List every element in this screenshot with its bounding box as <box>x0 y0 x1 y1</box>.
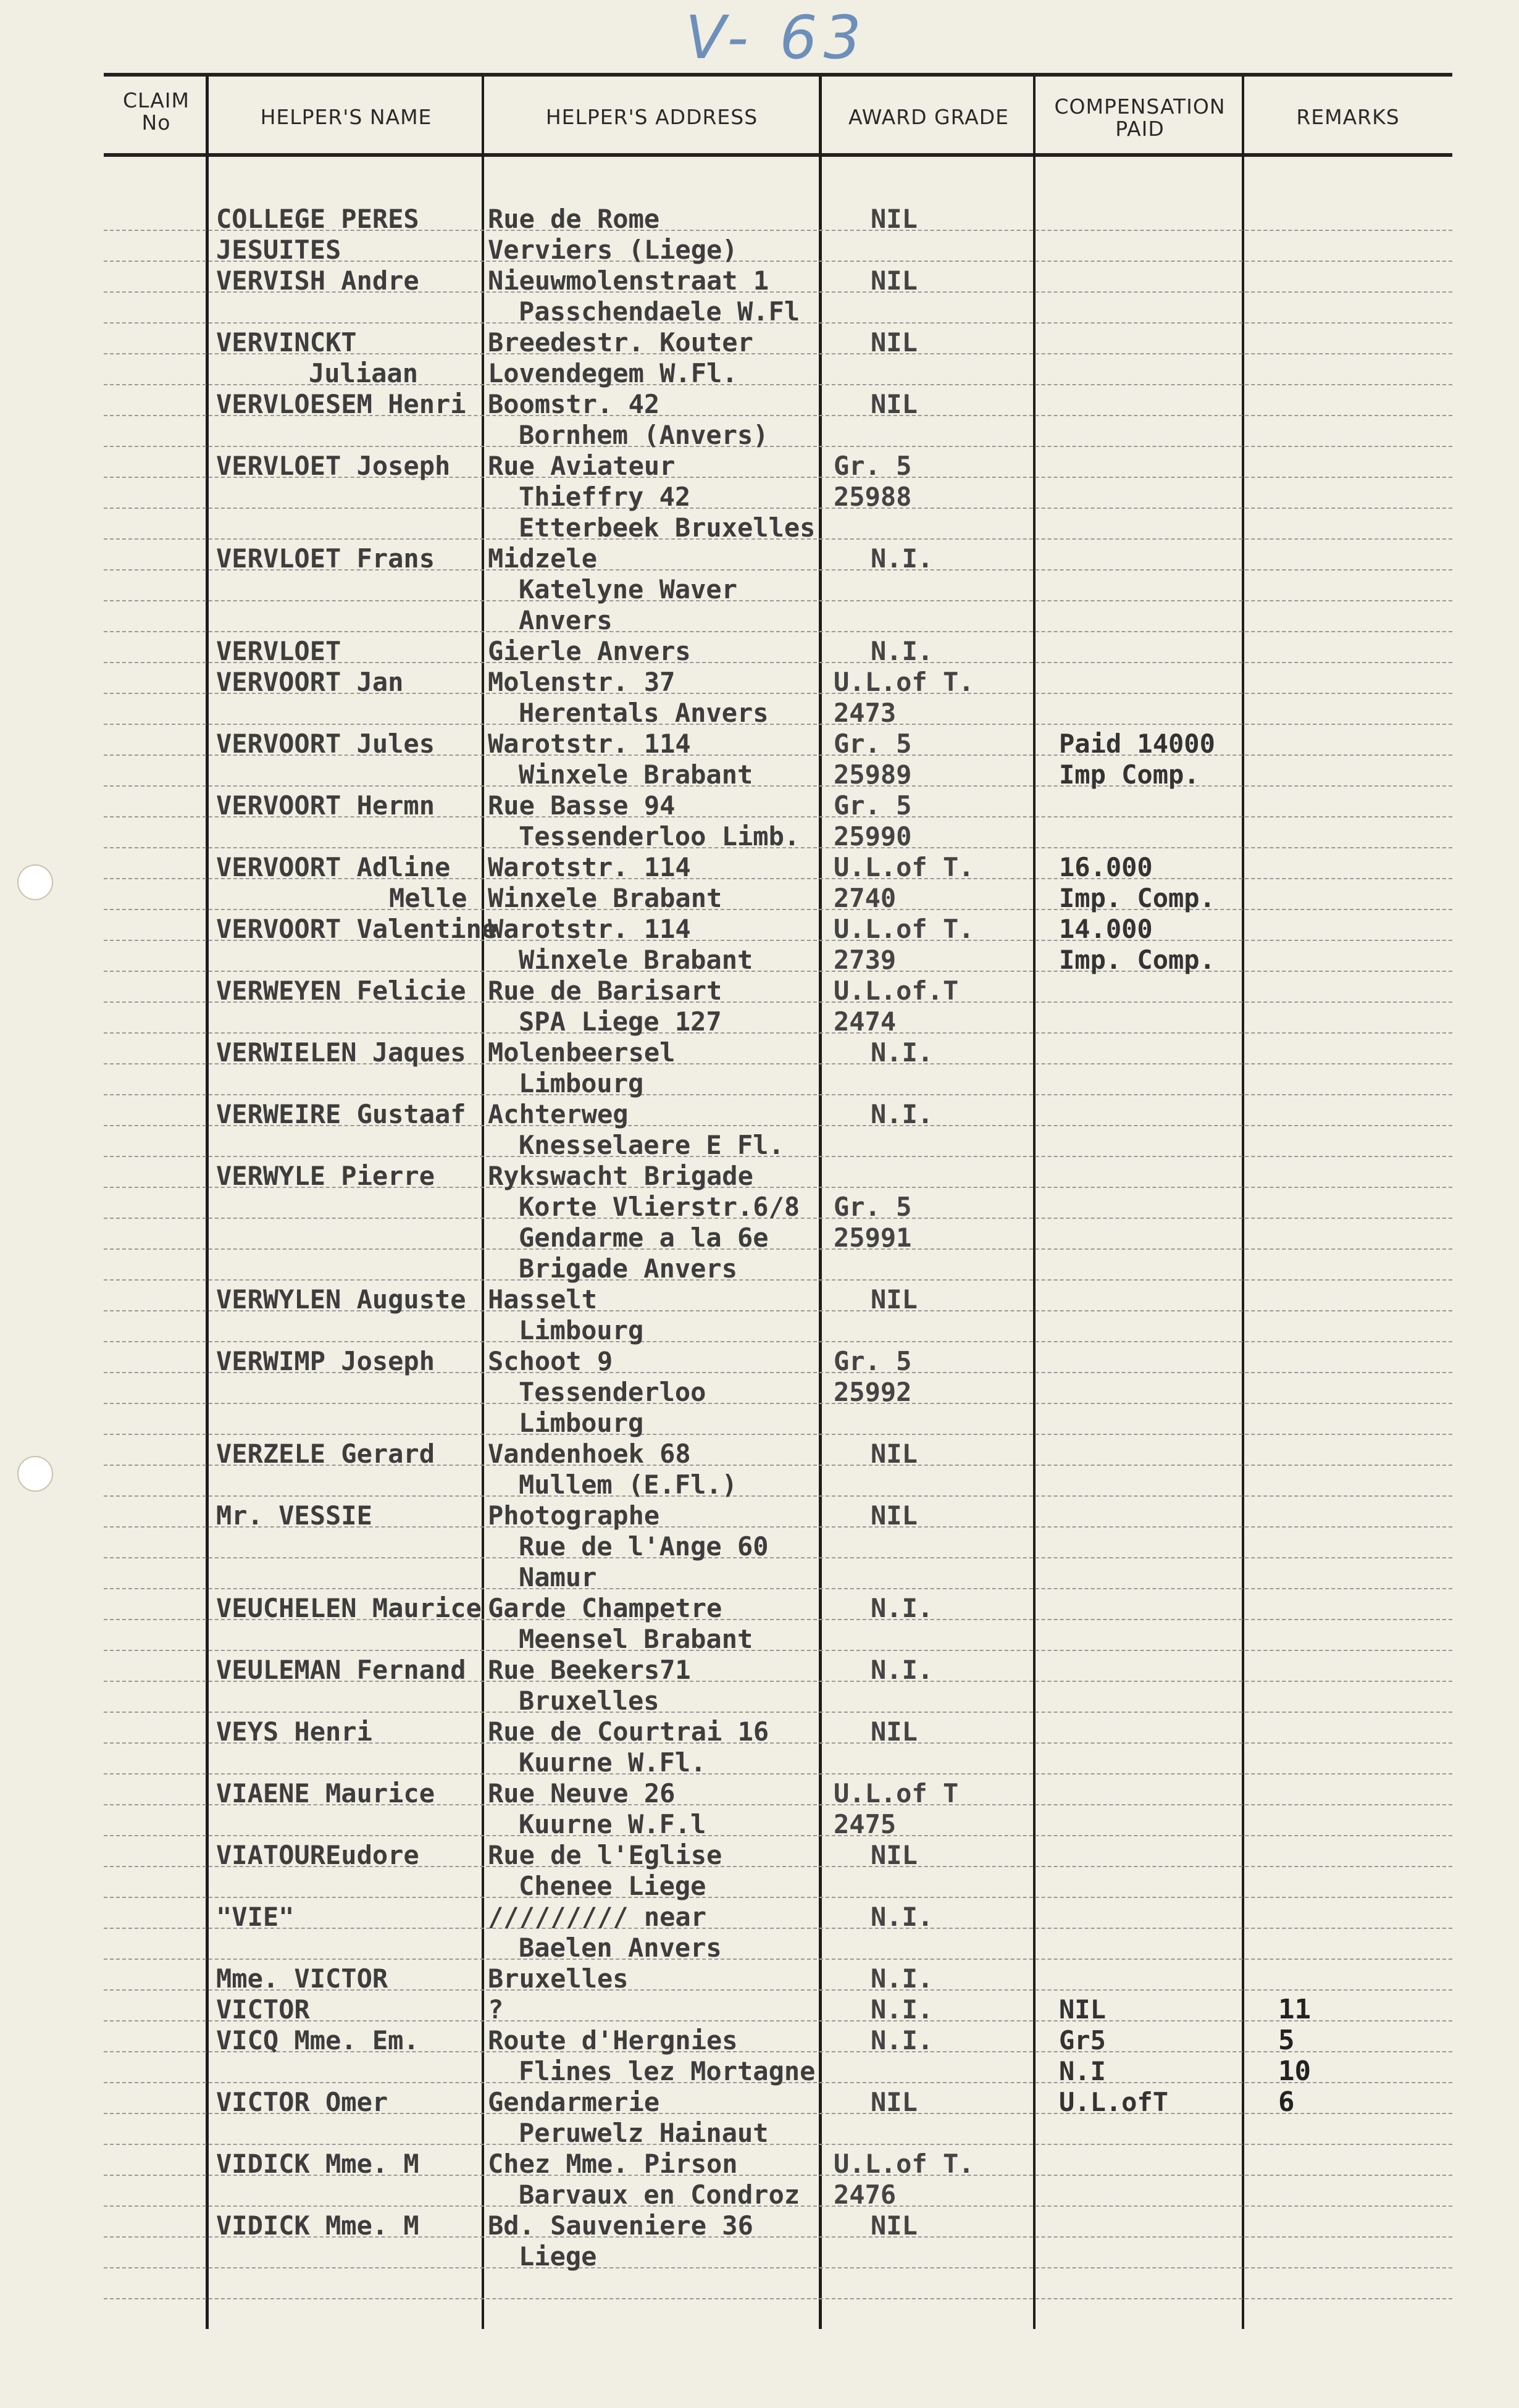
cell-address: Rue de l'Eglise <box>488 1840 722 1870</box>
cell-address: Gendarme a la 6e <box>519 1223 769 1253</box>
cell-address: Breedestr. Kouter <box>488 327 753 357</box>
cell-address: Chenee Liege <box>519 1871 706 1901</box>
cell-remarks: 6 <box>1278 2086 1295 2118</box>
cell-address: Winxele Brabant <box>519 945 753 975</box>
header-award-grade: AWARD GRADE <box>848 105 1009 129</box>
ruled-line <box>104 2144 1452 2145</box>
cell-address: Warotstr. 114 <box>488 852 691 882</box>
cell-address: Passchendaele W.Fl <box>519 296 800 327</box>
cell-name: VERZELE Gerard <box>216 1439 435 1469</box>
cell-name: COLLEGE PERES <box>216 204 419 234</box>
cell-award: 2476 <box>834 2180 897 2210</box>
cell-award: N.I. <box>871 636 934 666</box>
cell-address: Molenstr. 37 <box>488 667 676 697</box>
cell-address: Limbourg <box>519 1315 644 1345</box>
cell-award: NIL <box>871 1840 918 1870</box>
ruled-line <box>104 384 1452 385</box>
cell-address: Tessenderloo Limb. <box>519 821 800 851</box>
ruled-line <box>104 909 1452 910</box>
cell-name: VERVLOET <box>216 636 341 666</box>
cell-name: VERVOORT Jules <box>216 729 435 759</box>
cell-address: Molenbeersel <box>488 1037 676 1068</box>
header-compensation-label: COMPENSATION <box>1054 94 1226 119</box>
cell-address: Rue de Courtrai 16 <box>488 1716 769 1747</box>
cell-award: Gr. 5 <box>834 1346 912 1376</box>
cell-address: Barvaux en Condroz <box>519 2180 800 2210</box>
ruled-line <box>104 1557 1452 1558</box>
cell-address: Lovendegem W.Fl. <box>488 358 738 388</box>
cell-name: VIDICK Mme. M <box>216 2210 419 2241</box>
cell-award: N.I. <box>871 2025 934 2055</box>
cell-name: VERWYLEN Auguste <box>216 1284 466 1315</box>
cell-address: Winxele Brabant <box>519 759 753 790</box>
cell-name: VERWYLE Pierre <box>216 1161 435 1191</box>
ruled-line <box>104 1773 1452 1775</box>
cell-award: U.L.of T. <box>834 914 974 944</box>
cell-name: VERVLOESEM Henri <box>216 389 466 419</box>
cell-award: Gr. 5 <box>834 729 912 759</box>
cell-address: Route d'Hergnies <box>488 2025 738 2055</box>
cell-name: Mme. VICTOR <box>216 1963 388 1994</box>
cell-comp: 14.000 <box>1059 914 1153 944</box>
cell-award: Gr. 5 <box>834 1192 912 1222</box>
ruled-line <box>104 1434 1452 1435</box>
cell-name: VIATOUREudore <box>216 1840 419 1870</box>
header-helper-address: HELPER'S ADDRESS <box>545 105 758 129</box>
header-remarks: REMARKS <box>1296 105 1400 129</box>
ruled-line <box>104 1403 1452 1404</box>
cell-remarks: 10 <box>1278 2055 1311 2087</box>
cell-address: Brigade Anvers <box>519 1253 738 1284</box>
cell-address: Garde Champetre <box>488 1593 722 1623</box>
cell-address: Rue Basse 94 <box>488 790 676 821</box>
cell-address: Flines lez Mortagne <box>519 2056 816 2086</box>
cell-comp: 16.000 <box>1059 852 1153 882</box>
ruled-line <box>104 1588 1452 1589</box>
cell-address: Kuurne W.Fl. <box>519 1747 706 1778</box>
cell-address: Tessenderloo <box>519 1377 706 1407</box>
cell-address: Midzele <box>488 543 598 574</box>
cell-address: Rue Neuve 26 <box>488 1778 676 1808</box>
cell-comp: Imp Comp. <box>1059 759 1200 790</box>
cell-address: Schoot 9 <box>488 1346 613 1376</box>
cell-name: JESUITES <box>216 235 341 265</box>
cell-award: 2739 <box>834 945 897 975</box>
cell-award: NIL <box>871 327 918 357</box>
cell-award: NIL <box>871 265 918 296</box>
cell-address: Anvers <box>519 605 613 635</box>
cell-address: Boomstr. 42 <box>488 389 660 419</box>
ruled-line <box>104 1495 1452 1497</box>
header-claim-label: CLAIM <box>123 88 190 112</box>
cell-name: VERWIELEN Jaques <box>216 1037 466 1068</box>
cell-address: SPA Liege 127 <box>519 1006 722 1037</box>
cell-award: 2474 <box>834 1006 897 1037</box>
header-bottom-rule <box>104 153 1452 157</box>
cell-address: Gendarmerie <box>488 2087 660 2117</box>
cell-award: 25990 <box>834 821 912 851</box>
cell-address: ? <box>488 1994 504 2025</box>
cell-award: 25988 <box>834 482 912 512</box>
cell-address: Korte Vlierstr.6/8 <box>519 1192 800 1222</box>
cell-address: Chez Mme. Pirson <box>488 2149 738 2179</box>
cell-address: Katelyne Waver <box>519 574 738 604</box>
cell-address: Peruwelz Hainaut <box>519 2118 769 2148</box>
cell-name: VIDICK Mme. M <box>216 2149 419 2179</box>
cell-address: Rykswacht Brigade <box>488 1161 753 1191</box>
cell-award: U.L.of T. <box>834 667 974 697</box>
cell-award: N.I. <box>871 1593 934 1623</box>
cell-name: VERVLOET Joseph <box>216 451 451 481</box>
cell-award: 2475 <box>834 1809 897 1839</box>
cell-award: N.I. <box>871 1963 934 1994</box>
cell-address: Bruxelles <box>519 1686 659 1716</box>
cell-award: NIL <box>871 204 918 234</box>
cell-address: Liege <box>519 2241 597 2272</box>
cell-award: NIL <box>871 389 918 419</box>
cell-name: VERVLOET Frans <box>216 543 435 574</box>
cell-award: NIL <box>871 1284 918 1315</box>
cell-address: Achterweg <box>488 1099 629 1129</box>
cell-name: VEULEMAN Fernand <box>216 1655 466 1685</box>
cell-name: VERWEIRE Gustaaf <box>216 1099 466 1129</box>
cell-comp: NIL <box>1059 1994 1106 2025</box>
cell-address: Knesselaere E Fl. <box>519 1130 784 1160</box>
cell-award: 25989 <box>834 759 912 790</box>
cell-address: Warotstr. 114 <box>488 914 691 944</box>
cell-award: 2473 <box>834 698 897 728</box>
header-claim-no: No <box>141 111 171 135</box>
cell-name: VERWIMP Joseph <box>216 1346 435 1376</box>
ruled-line <box>104 971 1452 972</box>
cell-comp: Gr5 <box>1059 2025 1106 2055</box>
ruled-line <box>104 508 1452 509</box>
cell-address: ///////// near <box>488 1902 707 1932</box>
ruled-line <box>104 1650 1452 1651</box>
cell-name: VERVISH Andre <box>216 265 419 296</box>
ruled-line <box>104 1712 1452 1713</box>
header-compensation <box>1036 96 1244 141</box>
cell-name: VICTOR <box>216 1994 310 2025</box>
cell-award: 25992 <box>834 1377 912 1407</box>
ruled-line <box>104 724 1452 725</box>
cell-address: Rue de Rome <box>488 204 660 234</box>
cell-name: VERVOORT Hermn <box>216 790 435 821</box>
cell-address: Nieuwmolenstraat 1 <box>488 265 769 296</box>
cell-name: VIAENE Maurice <box>216 1778 435 1808</box>
cell-award: N.I. <box>871 1099 934 1129</box>
cell-address: Namur <box>519 1562 597 1592</box>
cell-award: N.I. <box>871 1994 934 2025</box>
cell-name: Juliaan <box>309 358 419 388</box>
cell-address: Limbourg <box>519 1068 644 1098</box>
cell-award: NIL <box>871 1439 918 1469</box>
cell-name: VEYS Henri <box>216 1716 372 1747</box>
cell-award: N.I. <box>871 1655 934 1685</box>
ruled-line <box>104 1341 1452 1342</box>
ruled-line <box>104 1928 1452 1929</box>
ruled-line <box>104 1032 1452 1034</box>
cell-address: Bruxelles <box>488 1963 629 1994</box>
cell-address: Vandenhoek 68 <box>488 1439 691 1469</box>
ruled-line <box>104 1959 1452 1960</box>
cell-award: U.L.of.T <box>834 976 959 1006</box>
cell-comp: Paid 14000 <box>1059 729 1215 759</box>
punch-hole-bottom <box>17 1456 53 1492</box>
ruled-line <box>104 1897 1452 1898</box>
cell-address: Rue Aviateur <box>488 451 676 481</box>
cell-address: Herentals Anvers <box>519 698 769 728</box>
cell-award: NIL <box>871 1716 918 1747</box>
ruled-line <box>104 600 1452 601</box>
cell-name: VERWEYEN Felicie <box>216 976 466 1006</box>
cell-remarks: 5 <box>1278 2025 1295 2056</box>
cell-award: NIL <box>871 1500 918 1531</box>
cell-award: NIL <box>871 2210 918 2241</box>
cell-name: Mr. VESSIE <box>216 1500 372 1531</box>
cell-award: NIL <box>871 2087 918 2117</box>
cell-address: Meensel Brabant <box>519 1624 753 1654</box>
cell-address: Bd. Sauveniere 36 <box>488 2210 753 2241</box>
cell-address: Photographe <box>488 1500 660 1531</box>
cell-address: Rue Beekers71 <box>488 1655 691 1685</box>
cell-address: Limbourg <box>519 1408 644 1438</box>
header-helper-name: HELPER'S NAME <box>260 105 432 129</box>
ruled-line <box>104 1248 1452 1250</box>
cell-award: U.L.of T. <box>834 852 974 882</box>
cell-name: VICTOR Omer <box>216 2087 388 2117</box>
cell-award: N.I. <box>871 1037 934 1068</box>
cell-name: Melle <box>389 883 467 913</box>
cell-name: VICQ Mme. Em. <box>216 2025 419 2055</box>
cell-address: Winxele Brabant <box>488 883 722 913</box>
cell-address: Rue de l'Ange 60 <box>519 1531 769 1561</box>
cell-award: 25991 <box>834 1223 912 1253</box>
cell-address: Warotstr. 114 <box>488 729 691 759</box>
cell-comp: Imp. Comp. <box>1059 883 1215 913</box>
cell-address: Bornhem (Anvers) <box>519 420 769 450</box>
cell-award: N.I. <box>871 543 934 574</box>
file-reference-note: V- 63 <box>685 3 868 72</box>
header-top-rule <box>104 73 1452 77</box>
cell-comp: U.L.ofT <box>1059 2087 1169 2117</box>
cell-address: Kuurne W.F.l <box>519 1809 706 1839</box>
cell-address: Verviers (Liege) <box>488 235 738 265</box>
cell-remarks: 11 <box>1278 1994 1311 2025</box>
cell-award: N.I. <box>871 1902 934 1932</box>
cell-address: Etterbeek Bruxelles <box>519 512 816 543</box>
cell-comp: N.I <box>1059 2056 1106 2086</box>
cell-address: Rue de Barisart <box>488 976 722 1006</box>
ruled-line <box>104 1279 1452 1281</box>
ruled-line <box>104 631 1452 632</box>
cell-address: Gierle Anvers <box>488 636 691 666</box>
cell-name: VEUCHELEN Maurice <box>216 1593 482 1623</box>
cell-comp: Imp. Comp. <box>1059 945 1215 975</box>
cell-award: U.L.of T. <box>834 2149 974 2179</box>
cell-address: Baelen Anvers <box>519 1933 722 1963</box>
cell-award: U.L.of T <box>834 1778 959 1808</box>
cell-address: Thieffry 42 <box>519 482 691 512</box>
cell-name: VERVOORT Valentine <box>216 914 498 944</box>
punch-hole-top <box>17 864 53 900</box>
cell-name: "VIE" <box>216 1902 295 1932</box>
ruled-line <box>104 1094 1452 1095</box>
cell-name: VERVINCKT <box>216 327 357 357</box>
cell-address: Mullem (E.Fl.) <box>519 1469 738 1500</box>
cell-award: 2740 <box>834 883 897 913</box>
ruled-line <box>104 1835 1452 1836</box>
cell-name: VERVOORT Adline <box>216 852 451 882</box>
header-claim <box>104 90 209 135</box>
cell-award: Gr. 5 <box>834 451 912 481</box>
ruled-line <box>104 785 1452 787</box>
header-compensation-paid: PAID <box>1115 117 1165 141</box>
cell-award: Gr. 5 <box>834 790 912 821</box>
ruled-line <box>104 446 1452 447</box>
ruled-line <box>104 2267 1452 2268</box>
cell-address: Hasselt <box>488 1284 598 1315</box>
cell-name: VERVOORT Jan <box>216 667 404 697</box>
ruled-line <box>104 2298 1452 2299</box>
